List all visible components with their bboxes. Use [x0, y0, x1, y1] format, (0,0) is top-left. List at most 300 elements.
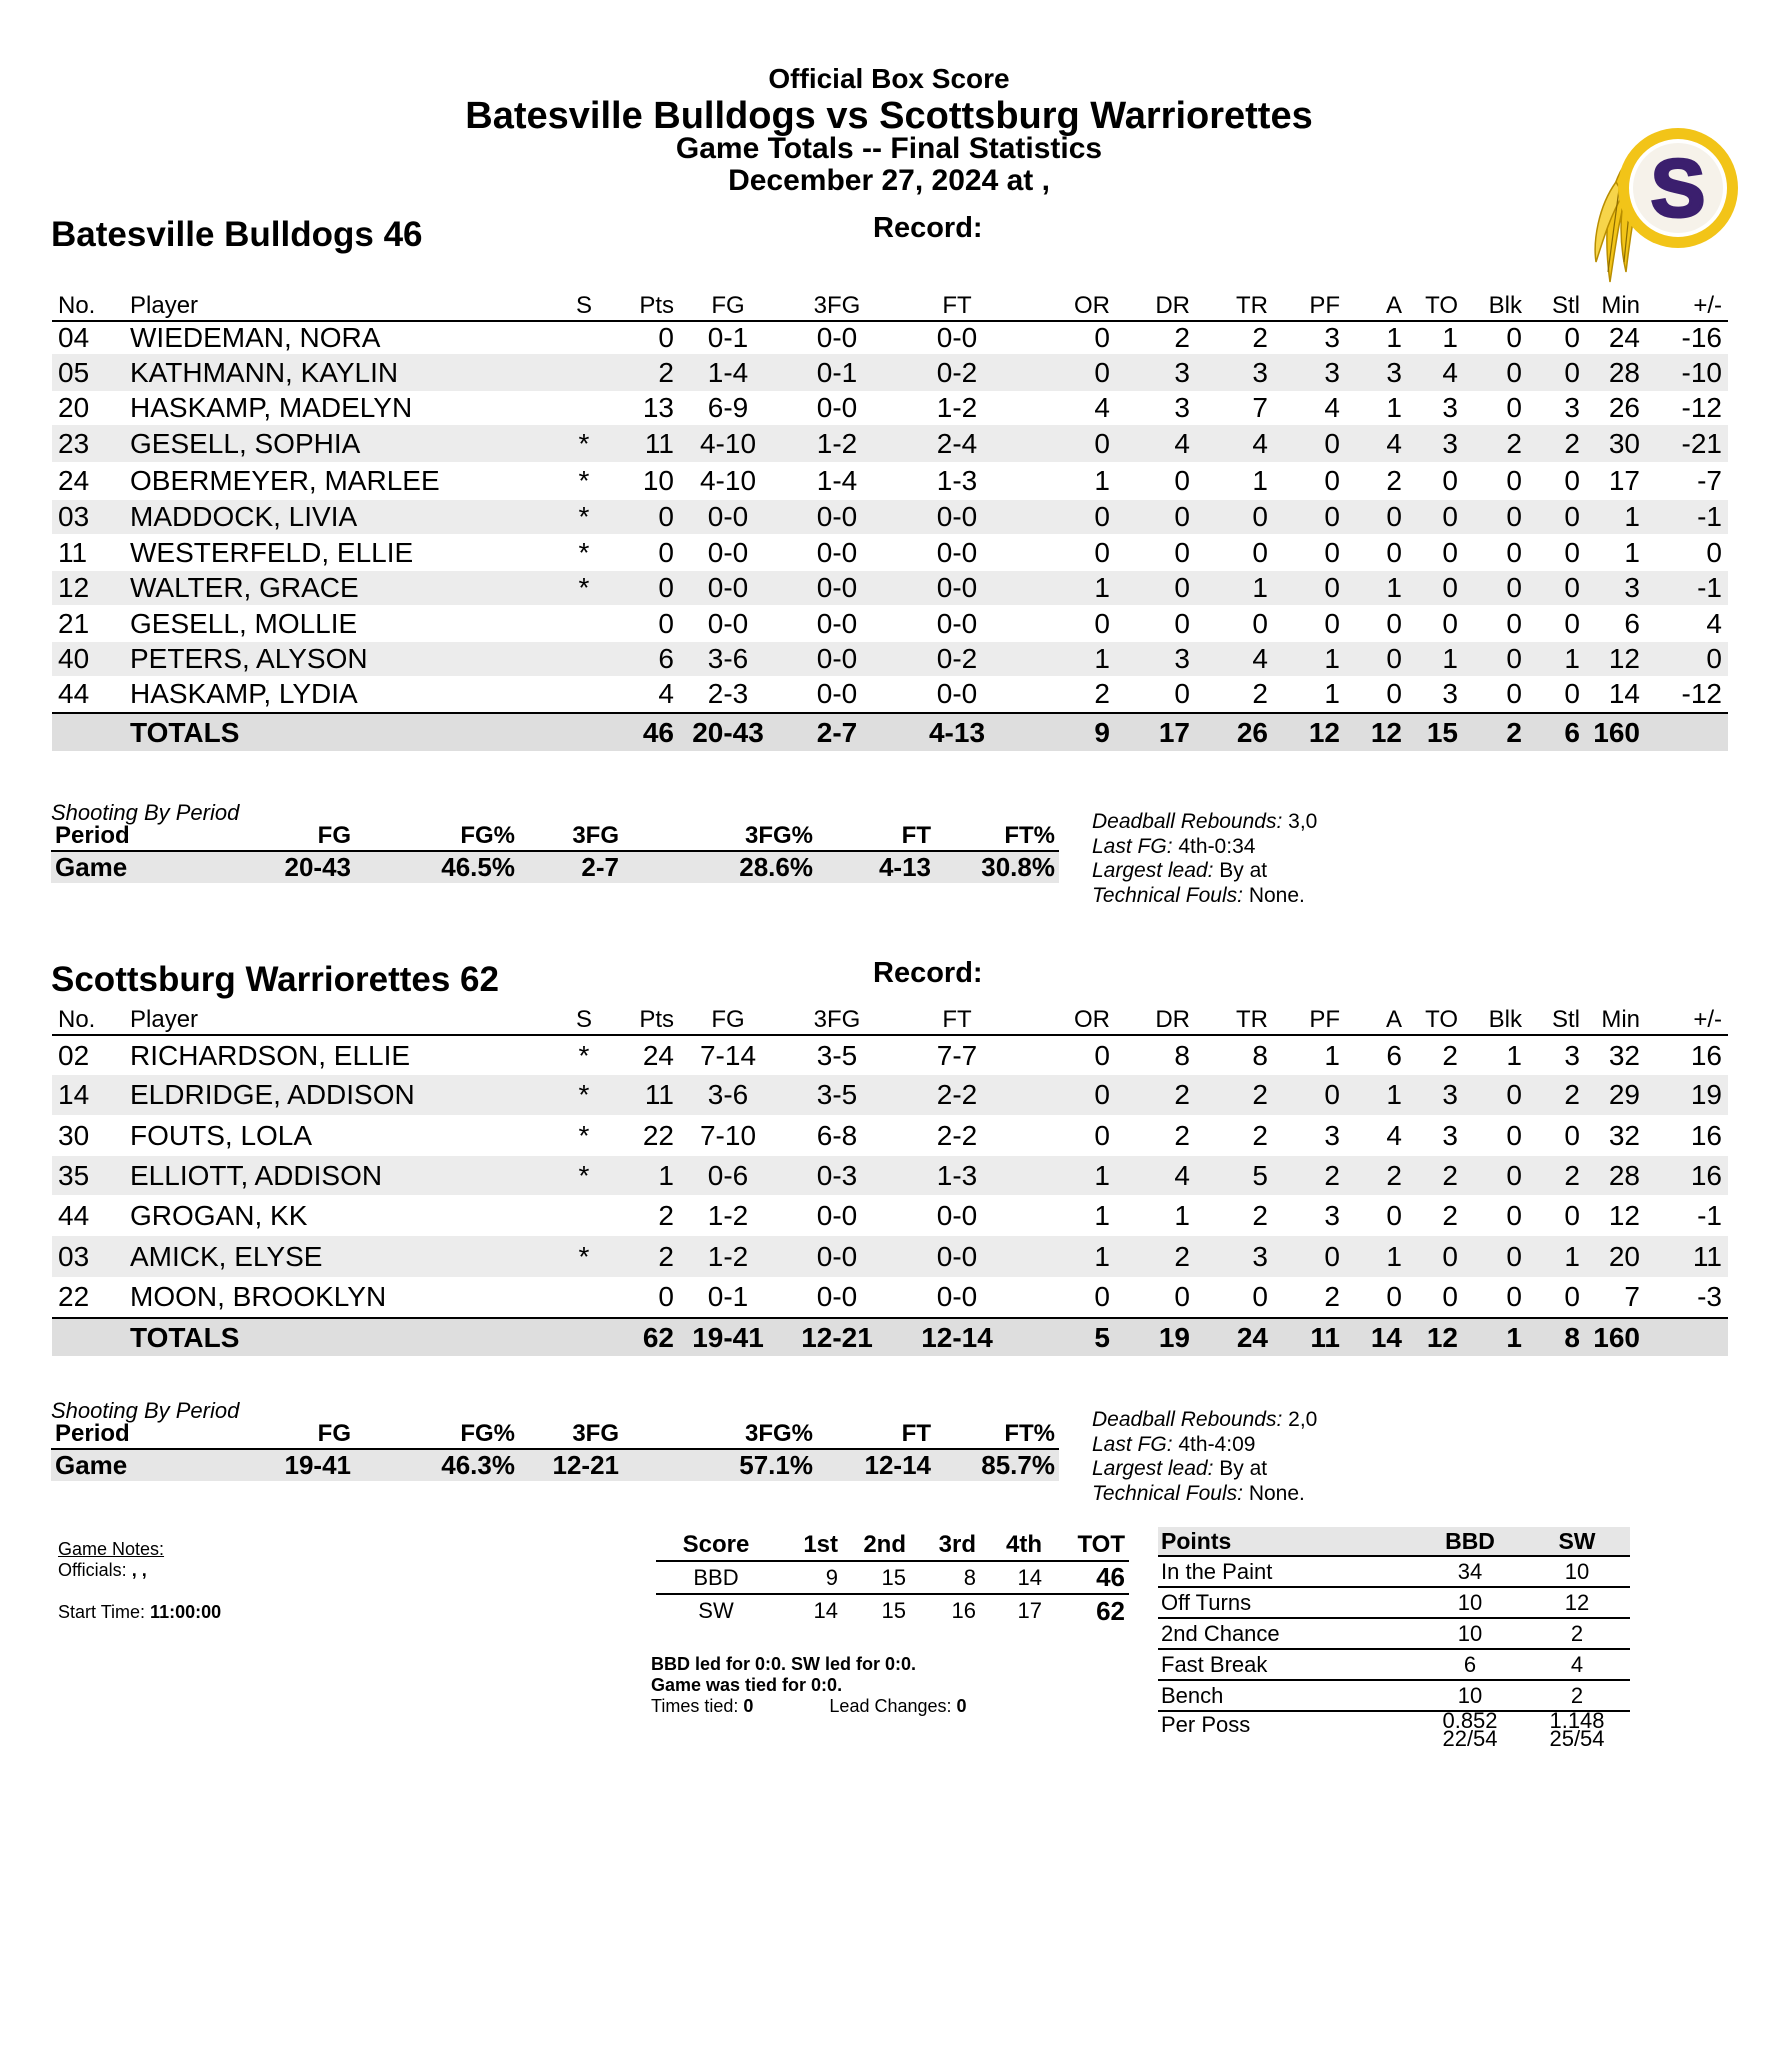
points-label: 2nd Chance	[1158, 1618, 1416, 1649]
game-date: December 27, 2024 at ,	[728, 164, 1050, 197]
cell-ft: 0-0	[936, 536, 978, 568]
cell-no: 02	[58, 1039, 90, 1071]
linescore-header: Score	[656, 1529, 776, 1561]
linescore-header: 4th	[980, 1529, 1046, 1561]
cell-fg3: 0-0	[816, 1281, 858, 1312]
points-row	[1158, 1649, 1630, 1680]
cell-tr: 0	[1252, 607, 1268, 639]
cell-pf: 0	[1324, 607, 1340, 639]
cell-blk: 0	[1464, 1156, 1528, 1195]
tied-text: Game was tied for 0:0.	[651, 1675, 843, 1695]
cell-no: 12	[52, 571, 124, 605]
cell-min: 12	[1586, 642, 1646, 676]
cell-stl: 0	[1564, 607, 1580, 639]
cell-pts: 2	[658, 1199, 674, 1231]
cell-name: ELDRIDGE, ADDISON	[124, 1075, 556, 1115]
player-row	[52, 425, 1728, 462]
cell-fg: 3-6	[680, 1075, 776, 1115]
cell-pts: 1	[612, 1156, 680, 1195]
deadball-value: 2,0	[1288, 1408, 1318, 1431]
cell-fg3: 0-0	[816, 1199, 858, 1231]
cell-s: *	[578, 1039, 590, 1071]
cell-s	[556, 391, 612, 425]
cell-pm: 11	[1646, 1236, 1728, 1277]
cell-tr: 3	[1196, 1236, 1274, 1277]
cell-ft: 7-7	[936, 1039, 978, 1071]
cell-blk: 0	[1506, 678, 1522, 709]
col-header-fg3: 3FG	[776, 1003, 898, 1035]
cell-s	[556, 605, 612, 642]
cell-pts: 22	[642, 1119, 674, 1151]
cell-tr: 0	[1196, 500, 1274, 534]
cell-a: 1	[1386, 322, 1402, 353]
tech-fouls-value: None.	[1248, 883, 1305, 907]
cell-fg: 4-10	[680, 425, 776, 462]
per-poss-bbd-value: 0.852	[1442, 1708, 1498, 1733]
col-header-s: S	[556, 289, 612, 321]
cell-dr: 0	[1174, 678, 1190, 709]
cell-a: 0	[1386, 1199, 1402, 1231]
cell-min: 1	[1624, 536, 1640, 568]
lastfg-value: 4th-0:34	[1178, 834, 1256, 858]
totals-min: 160	[1586, 713, 1646, 751]
cell-a: 0	[1346, 642, 1408, 676]
cell-min: 26	[1608, 392, 1640, 423]
totals-to: 15	[1408, 713, 1464, 751]
cell-or: 1	[1016, 642, 1116, 676]
cell-to: 2	[1442, 1199, 1458, 1231]
cell-blk: 0	[1464, 354, 1528, 391]
cell-fg: 3-6	[680, 642, 776, 676]
linescore-quarter: 9	[776, 1561, 842, 1594]
totals-name: TOTALS	[124, 1318, 556, 1356]
cell-to: 1	[1408, 642, 1464, 676]
cell-pf: 0	[1274, 1075, 1346, 1115]
player-row	[52, 1035, 1728, 1075]
points-header: SW	[1524, 1527, 1630, 1556]
cell-min: 17	[1608, 465, 1640, 496]
cell-or: 1	[1094, 465, 1110, 496]
cell-ft: 0-2	[898, 354, 1016, 391]
cell-a: 0	[1386, 607, 1402, 639]
totals-fg3: 2-7	[776, 713, 898, 751]
player-row	[52, 321, 1728, 354]
totals-no	[52, 1318, 124, 1356]
col-header-to: TO	[1408, 289, 1464, 321]
cell-pts: 2	[612, 354, 680, 391]
cell-no: 44	[58, 1199, 90, 1231]
game-notes-title: Game Notes:	[58, 1539, 165, 1559]
cell-dr: 8	[1174, 1039, 1190, 1071]
sbp-cell: 57.1%	[623, 1449, 817, 1481]
points-row	[1158, 1680, 1630, 1711]
cell-pts: 10	[642, 465, 674, 496]
cell-or: 0	[1016, 354, 1116, 391]
linescore-quarter: 17	[1017, 1598, 1042, 1623]
scottsburg-logo	[1568, 122, 1748, 292]
cell-min: 20	[1586, 1236, 1646, 1277]
cell-fg3: 1-2	[776, 425, 898, 462]
team1-record-label: Record:	[873, 212, 983, 244]
col-header-a: A	[1346, 289, 1408, 321]
largest-lead-label: Largest lead:	[1092, 1457, 1214, 1480]
totals-fg: 19-41	[680, 1318, 776, 1356]
cell-stl: 0	[1564, 678, 1580, 709]
cell-fg3: 0-0	[776, 642, 898, 676]
cell-pm: -1	[1697, 1199, 1722, 1231]
cell-pts: 2	[612, 1236, 680, 1277]
sbp-cell: 19-41	[181, 1449, 355, 1481]
cell-pts: 0	[612, 571, 680, 605]
cell-dr: 3	[1116, 642, 1196, 676]
cell-min: 32	[1608, 1119, 1640, 1151]
col-header-blk: Blk	[1464, 1003, 1528, 1035]
cell-no: 03	[52, 1236, 124, 1277]
linescore-total: 62	[1096, 1595, 1125, 1626]
sbp-header: FT%	[935, 822, 1059, 851]
cell-a: 1	[1386, 392, 1402, 423]
totals-min: 160	[1586, 1318, 1646, 1356]
cell-a: 0	[1386, 536, 1402, 568]
team2-box-table	[52, 1003, 1728, 1356]
sbp-header: 3FG%	[623, 1420, 817, 1449]
cell-stl: 0	[1528, 571, 1586, 605]
cell-min: 6	[1624, 607, 1640, 639]
sbp-cell: 12-21	[519, 1449, 623, 1481]
totals-to: 12	[1408, 1318, 1464, 1356]
largest-lead-value: By at	[1219, 1457, 1268, 1480]
cell-min: 14	[1608, 678, 1640, 709]
per-poss-sw-value: 1.148	[1549, 1708, 1605, 1733]
cell-pm: 16	[1690, 1039, 1722, 1071]
totals-s	[556, 1318, 612, 1356]
cell-no: 40	[52, 642, 124, 676]
col-header-tr: TR	[1196, 289, 1274, 321]
cell-min: 29	[1586, 1075, 1646, 1115]
cell-pts: 11	[612, 425, 680, 462]
team2-header-row	[52, 1003, 1728, 1035]
totals-tr: 24	[1196, 1318, 1274, 1356]
cell-blk: 0	[1506, 1119, 1522, 1151]
cell-tr: 1	[1196, 571, 1274, 605]
cell-min: 30	[1586, 425, 1646, 462]
player-row	[52, 1195, 1728, 1236]
cell-stl: 0	[1564, 465, 1580, 496]
tech-fouls-label: Technical Fouls:	[1092, 883, 1243, 907]
cell-ft: 0-2	[898, 642, 1016, 676]
cell-pts: 0	[612, 500, 680, 534]
sbp-cell: Game	[51, 1449, 181, 1481]
totals-dr: 17	[1116, 713, 1196, 751]
cell-tr: 4	[1196, 642, 1274, 676]
cell-name: WIEDEMAN, NORA	[130, 322, 381, 353]
cell-dr: 0	[1174, 1281, 1190, 1312]
cell-pf: 0	[1324, 536, 1340, 568]
tech-fouls-value: None.	[1248, 1481, 1305, 1505]
col-header-fg3: 3FG	[776, 289, 898, 321]
cell-pf: 2	[1324, 1281, 1340, 1312]
subtitle: Game Totals -- Final Statistics	[675, 132, 1103, 165]
col-header-min: Min	[1586, 1003, 1646, 1035]
team2-shooting-table	[51, 1420, 1059, 1481]
points-label: Bench	[1158, 1680, 1416, 1711]
sbp-header: FG%	[355, 1420, 519, 1449]
cell-stl: 0	[1528, 354, 1586, 391]
totals-a: 14	[1346, 1318, 1408, 1356]
cell-or: 1	[1094, 1199, 1110, 1231]
cell-to: 0	[1442, 607, 1458, 639]
totals-s	[556, 713, 612, 751]
cell-fg: 0-0	[707, 536, 749, 568]
cell-name: HASKAMP, LYDIA	[130, 678, 358, 709]
cell-pts: 13	[642, 392, 674, 423]
points-sw: 10	[1524, 1556, 1630, 1587]
linescore-header: 1st	[776, 1529, 842, 1561]
totals-or: 5	[1016, 1318, 1116, 1356]
cell-fg: 0-6	[680, 1156, 776, 1195]
cell-fg: 0-0	[680, 500, 776, 534]
col-header-pf: PF	[1274, 1003, 1346, 1035]
player-row	[52, 676, 1728, 713]
cell-pm: -21	[1646, 425, 1728, 462]
player-row	[52, 354, 1728, 391]
cell-no: 23	[52, 425, 124, 462]
cell-to: 0	[1442, 1281, 1458, 1312]
cell-ft: 0-0	[936, 322, 978, 353]
cell-blk: 0	[1506, 607, 1522, 639]
cell-or: 0	[1016, 1075, 1116, 1115]
cell-to: 0	[1442, 465, 1458, 496]
cell-fg3: 0-0	[816, 322, 858, 353]
linescore-quarter: 8	[910, 1561, 980, 1594]
col-header-pts: Pts	[612, 1003, 680, 1035]
linescore-quarter: 15	[881, 1598, 906, 1623]
box-score-label: Official Box Score	[768, 63, 1010, 94]
cell-dr: 0	[1174, 607, 1190, 639]
cell-fg3: 0-1	[776, 354, 898, 391]
linescore-quarter: 14	[980, 1561, 1046, 1594]
cell-pm: -12	[1681, 392, 1722, 423]
linescore-row	[656, 1594, 1129, 1627]
cell-no: 03	[52, 500, 124, 534]
cell-fg3: 3-5	[816, 1039, 858, 1071]
cell-fg: 4-10	[699, 465, 757, 496]
totals-name: TOTALS	[124, 713, 556, 751]
totals-fg: 20-43	[680, 713, 776, 751]
cell-s: *	[556, 1156, 612, 1195]
points-row	[1158, 1618, 1630, 1649]
col-header-name: Player	[124, 1003, 556, 1035]
lead-changes-label: Lead Changes:	[829, 1696, 952, 1716]
cell-tr: 2	[1252, 678, 1268, 709]
points-label: Off Turns	[1158, 1587, 1416, 1618]
totals-a: 12	[1346, 713, 1408, 751]
cell-tr: 1	[1252, 465, 1268, 496]
cell-name: ELLIOTT, ADDISON	[124, 1156, 556, 1195]
cell-name: RICHARDSON, ELLIE	[130, 1039, 411, 1071]
cell-no: 20	[58, 392, 90, 423]
points-header: Points	[1158, 1527, 1416, 1556]
totals-row	[52, 1318, 1728, 1356]
cell-fg: 1-4	[680, 354, 776, 391]
cell-name: GESELL, SOPHIA	[124, 425, 556, 462]
cell-ft: 2-2	[898, 1075, 1016, 1115]
cell-fg: 7-14	[699, 1039, 757, 1071]
player-row	[52, 571, 1728, 605]
lead-info	[651, 1654, 967, 1717]
cell-pm: 0	[1646, 642, 1728, 676]
sbp-cell: 46.5%	[355, 851, 519, 883]
col-header-dr: DR	[1116, 1003, 1196, 1035]
player-row	[52, 500, 1728, 534]
cell-a: 4	[1386, 1119, 1402, 1151]
cell-pm: -10	[1646, 354, 1728, 391]
totals-blk: 2	[1464, 713, 1528, 751]
cell-dr: 4	[1116, 1156, 1196, 1195]
sbp-game-row	[51, 851, 1059, 883]
cell-name: MOON, BROOKLYN	[130, 1281, 387, 1312]
linescore-header: 2nd	[842, 1529, 910, 1561]
col-header-stl: Stl	[1528, 1003, 1586, 1035]
col-header-tr: TR	[1196, 1003, 1274, 1035]
cell-to: 3	[1408, 425, 1464, 462]
cell-ft: 0-0	[898, 500, 1016, 534]
cell-to: 1	[1442, 322, 1458, 353]
totals-fg3: 12-21	[776, 1318, 898, 1356]
col-header-to: TO	[1408, 1003, 1464, 1035]
per-poss-bbd-sub: 22/54	[1442, 1726, 1498, 1751]
cell-name: GROGAN, KK	[130, 1199, 308, 1231]
sbp-cell: 30.8%	[935, 851, 1059, 883]
cell-to: 4	[1408, 354, 1464, 391]
cell-min: 12	[1608, 1199, 1640, 1231]
officials-label: Officials:	[58, 1560, 127, 1580]
cell-s: *	[556, 1075, 612, 1115]
col-header-a: A	[1346, 1003, 1408, 1035]
cell-fg: 0-0	[680, 571, 776, 605]
cell-tr: 4	[1196, 425, 1274, 462]
col-header-s: S	[556, 1003, 612, 1035]
cell-fg: 6-9	[707, 392, 749, 423]
cell-or: 0	[1094, 322, 1110, 353]
cell-no: 05	[52, 354, 124, 391]
sbp-header: FT%	[935, 1420, 1059, 1449]
cell-stl: 0	[1564, 536, 1580, 568]
largest-lead-value: By at	[1219, 859, 1268, 882]
cell-to: 0	[1408, 571, 1464, 605]
points-header: BBD	[1416, 1527, 1524, 1556]
cell-to: 0	[1408, 500, 1464, 534]
sbp-cell: 2-7	[519, 851, 623, 883]
player-row	[52, 534, 1728, 571]
points-row	[1158, 1556, 1630, 1587]
cell-no: 11	[58, 536, 88, 568]
sbp-header: 3FG%	[623, 822, 817, 851]
cell-tr: 0	[1252, 1281, 1268, 1312]
totals-row	[52, 713, 1728, 751]
totals-dr: 19	[1116, 1318, 1196, 1356]
cell-stl: 0	[1564, 1281, 1580, 1312]
cell-name: OBERMEYER, MARLEE	[130, 465, 440, 496]
cell-s: *	[578, 1119, 590, 1151]
cell-a: 2	[1346, 1156, 1408, 1195]
per-poss-sw-sub: 25/54	[1549, 1726, 1605, 1751]
cell-tr: 2	[1252, 1199, 1268, 1231]
cell-pm: -1	[1646, 500, 1728, 534]
cell-tr: 2	[1196, 1075, 1274, 1115]
cell-blk: 0	[1464, 1236, 1528, 1277]
cell-min: 3	[1586, 571, 1646, 605]
col-header-fg: FG	[680, 1003, 776, 1035]
col-header-no: No.	[52, 289, 124, 321]
points-label: In the Paint	[1158, 1556, 1416, 1587]
sbp-cell: 12-14	[817, 1449, 935, 1481]
totals-pm	[1646, 1318, 1728, 1356]
col-header-or: OR	[1016, 1003, 1116, 1035]
sbp-cell: 28.6%	[623, 851, 817, 883]
team2-record-label: Record:	[873, 957, 983, 989]
lastfg-label: Last FG:	[1092, 1432, 1173, 1456]
cell-pf: 1	[1324, 678, 1340, 709]
tech-fouls-label: Technical Fouls:	[1092, 1481, 1243, 1505]
cell-fg3: 1-4	[816, 465, 858, 496]
team2-title: Scottsburg Warriorettes 62	[51, 960, 499, 999]
officials-value: , ,	[131, 1560, 147, 1580]
col-header-pm: +/-	[1646, 1003, 1728, 1035]
sbp-header: 3FG	[519, 1420, 623, 1449]
sbp-header: FG	[181, 1420, 355, 1449]
sbp-cell: 4-13	[817, 851, 935, 883]
col-header-or: OR	[1016, 289, 1116, 321]
cell-pts: 0	[658, 322, 674, 353]
cell-no: 30	[58, 1119, 90, 1151]
logo-letter: S	[1650, 143, 1706, 234]
cell-min: 32	[1608, 1039, 1640, 1071]
deadball-label: Deadball Rebounds:	[1092, 810, 1283, 833]
cell-min: 7	[1624, 1281, 1640, 1312]
cell-name: WALTER, GRACE	[124, 571, 556, 605]
cell-a: 2	[1386, 465, 1402, 496]
cell-dr: 1	[1174, 1199, 1190, 1231]
cell-pm: -7	[1697, 465, 1722, 496]
sbp-header: Period	[51, 1420, 181, 1449]
cell-or: 0	[1094, 1119, 1110, 1151]
cell-ft: 1-2	[936, 392, 978, 423]
cell-dr: 0	[1174, 536, 1190, 568]
points-bbd: 34	[1416, 1556, 1524, 1587]
cell-s	[556, 642, 612, 676]
points-sw: 2	[1524, 1680, 1630, 1711]
linescore-total: 46	[1046, 1561, 1129, 1594]
cell-blk: 0	[1506, 1281, 1522, 1312]
cell-tr: 2	[1252, 1119, 1268, 1151]
cell-pf: 1	[1274, 642, 1346, 676]
cell-pts: 0	[658, 536, 674, 568]
col-header-pm: +/-	[1646, 289, 1728, 321]
cell-pf: 0	[1324, 465, 1340, 496]
totals-pts: 46	[612, 713, 680, 751]
cell-pts: 11	[612, 1075, 680, 1115]
cell-stl: 1	[1528, 1236, 1586, 1277]
cell-fg3: 0-3	[776, 1156, 898, 1195]
cell-a: 3	[1346, 354, 1408, 391]
linescore-quarter: 16	[951, 1598, 976, 1623]
cell-fg: 1-2	[680, 1236, 776, 1277]
cell-s: *	[556, 500, 612, 534]
cell-fg3: 6-8	[816, 1119, 858, 1151]
cell-name: FOUTS, LOLA	[130, 1119, 313, 1151]
cell-min: 28	[1586, 1156, 1646, 1195]
